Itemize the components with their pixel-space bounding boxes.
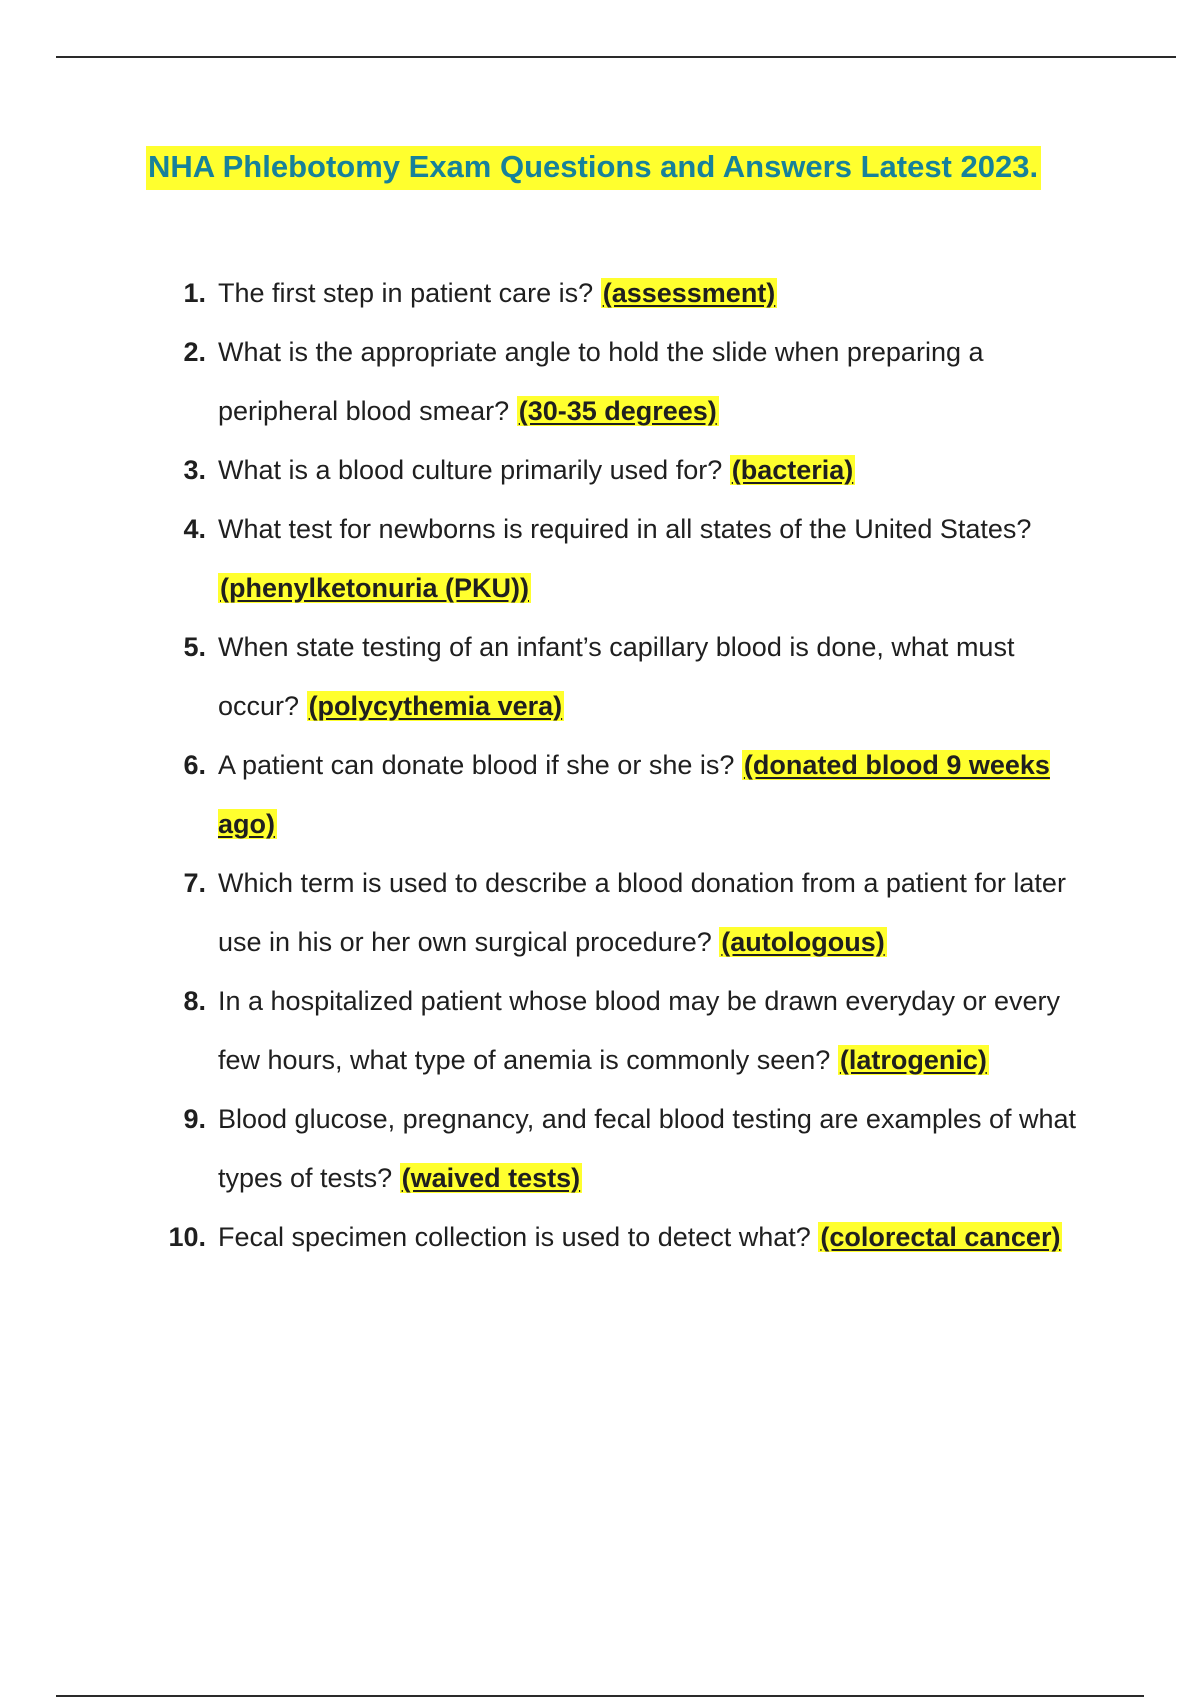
question-number: 2. [183, 337, 206, 367]
question-number: 5. [183, 632, 206, 662]
question-item-8 [150, 972, 1090, 1090]
question-number: 9. [183, 1104, 206, 1134]
answer-text: (waived tests) [401, 1163, 581, 1193]
answer-text: (bacteria) [731, 455, 854, 485]
question-item-7 [150, 854, 1090, 972]
answer-text: (polycythemia vera) [308, 691, 563, 721]
answer-text: (assessment) [602, 278, 776, 308]
question-number: 10. [168, 1222, 206, 1252]
document-title: NHA Phlebotomy Exam Questions and Answers Latest 2023. [146, 146, 1041, 190]
question-item-6 [150, 736, 1090, 854]
question-number: 8. [183, 986, 206, 1016]
answer-text: (latrogenic) [839, 1045, 987, 1075]
question-item-10 [150, 1208, 1090, 1267]
question-text: A patient can donate blood if she or she is? [218, 750, 735, 780]
answer-text: (donated blood 9 weeks ago) [218, 750, 1050, 839]
bottom-rule [56, 1695, 1144, 1697]
question-item-9 [150, 1090, 1090, 1208]
question-text: What test for newborns is required in all states of the United States? [218, 514, 1032, 544]
question-number: 6. [183, 750, 206, 780]
question-text: The first step in patient care is? [218, 278, 594, 308]
answer-text: (colorectal cancer) [820, 1222, 1061, 1252]
answer-text: (phenylketonuria (PKU)) [220, 573, 530, 603]
question-text: What is the appropriate angle to hold the slide when preparing a peripheral blood smear? [218, 337, 984, 426]
question-number: 1. [183, 278, 206, 308]
question-text: Blood glucose, pregnancy, and fecal blood testing are examples of what types of tests? [218, 1104, 1077, 1193]
question-item-2 [150, 323, 1090, 441]
top-rule [56, 56, 1176, 58]
question-number: 3. [183, 455, 206, 485]
question-text: In a hospitalized patient whose blood may be drawn everyday or every few hours, what type of anemia is commonly seen? [218, 986, 1060, 1075]
question-item-5 [150, 618, 1090, 736]
question-text: When state testing of an infant’s capillary blood is done, what must occur? [218, 632, 1015, 721]
question-list [150, 264, 1090, 1267]
question-item-3 [150, 441, 1090, 500]
question-text: What is a blood culture primarily used for? [218, 455, 723, 485]
question-item-1 [150, 264, 1090, 323]
question-text: Which term is used to describe a blood donation from a patient for later use in his or her own surgical procedure? [218, 868, 1066, 957]
question-number: 7. [183, 868, 206, 898]
question-item-4 [150, 500, 1090, 618]
question-number: 4. [183, 514, 206, 544]
answer-text: (autologous) [721, 927, 885, 957]
answer-text: (30-35 degrees) [518, 396, 717, 426]
question-text: Fecal specimen collection is used to detect what? [218, 1222, 811, 1252]
